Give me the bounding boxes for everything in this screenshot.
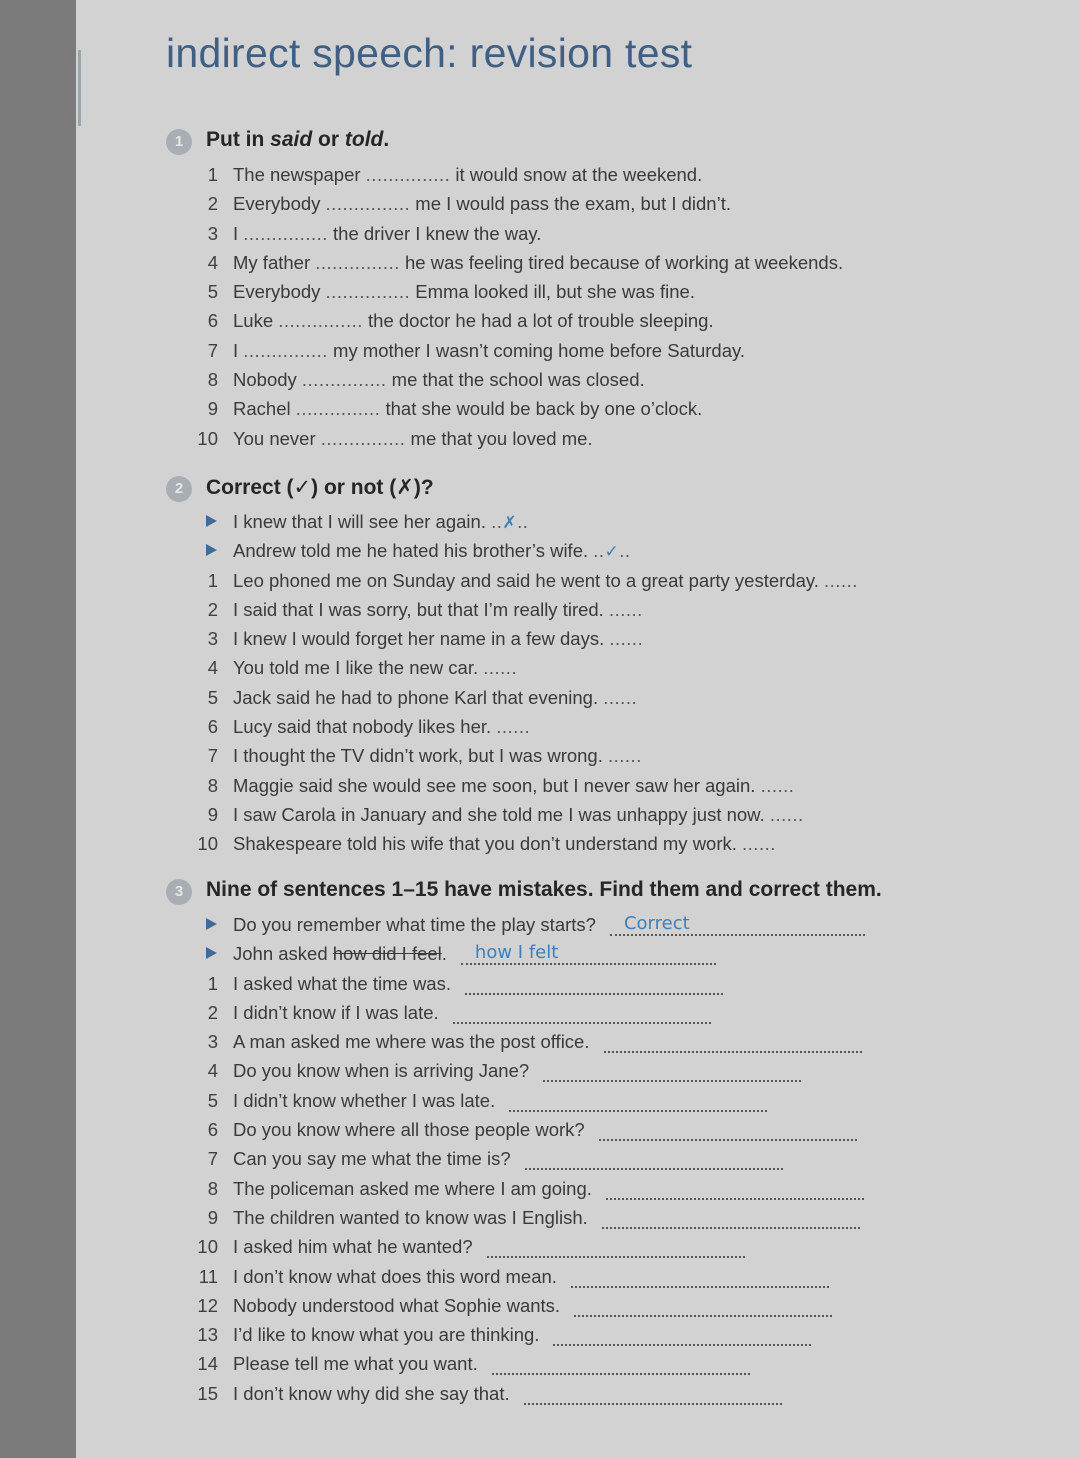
- item-sentence: Leo phoned me on Sunday and said he went to a great party yesterday.: [233, 569, 819, 591]
- exercise-item: [0, 219, 1080, 248]
- example-arrow-icon: [206, 947, 217, 959]
- exercise-item: [0, 365, 1080, 394]
- answer-line[interactable]: [453, 1004, 711, 1024]
- item-text-before: You never: [233, 427, 316, 449]
- item-number: 7: [207, 1148, 218, 1170]
- answer-blank[interactable]: ...............: [365, 164, 451, 185]
- item-number: 2: [207, 193, 218, 215]
- answer-line[interactable]: [465, 975, 723, 995]
- section-instruction: Put in said or told.: [206, 128, 390, 151]
- answer-line[interactable]: [525, 1150, 783, 1170]
- item-number: 5: [207, 1089, 218, 1111]
- answer-blank[interactable]: ...............: [278, 310, 363, 332]
- item-text: [233, 1324, 811, 1346]
- item-number: 5: [207, 281, 218, 303]
- item-text-after: me I would pass the exam, but I didn’t.: [415, 193, 731, 215]
- item-text: [233, 1383, 782, 1405]
- item-text: [233, 570, 858, 592]
- exercise-item: [0, 1349, 1080, 1378]
- exercise-item: [0, 1144, 1080, 1173]
- item-sentence: I don’t know what does this word mean.: [233, 1265, 557, 1287]
- item-sentence: Please tell me what you want.: [233, 1353, 478, 1375]
- section-instruction: Nine of sentences 1–15 have mistakes. Find them and correct them.: [206, 878, 882, 901]
- section-header: [0, 475, 1080, 507]
- exercise-item: [0, 277, 1080, 306]
- item-text: [233, 1002, 711, 1024]
- item-sentence: I said that I was sorry, but that I’m really tired.: [233, 598, 604, 620]
- exercise-item: [0, 189, 1080, 218]
- item-text: [233, 973, 723, 995]
- item-sentence: Maggie said she would see me soon, but I never saw her again.: [233, 774, 756, 796]
- item-text-after: me that the school was closed.: [391, 369, 645, 391]
- item-text: [233, 223, 541, 245]
- item-text-after: Emma looked ill, but she was fine.: [415, 281, 695, 303]
- item-sentence: The policeman asked me where I am going.: [233, 1177, 592, 1199]
- example-item: [0, 910, 1080, 939]
- exercise-item: [0, 969, 1080, 998]
- item-text: [233, 745, 642, 767]
- item-text: [233, 914, 865, 936]
- item-number: 14: [197, 1353, 218, 1375]
- item-text-before: Nobody: [233, 369, 297, 391]
- item-number: 3: [207, 222, 218, 244]
- item-number: 10: [197, 833, 218, 855]
- item-text-after: he was feeling tired because of working at weekends.: [405, 251, 844, 273]
- item-number: 13: [197, 1324, 218, 1346]
- item-sentence: The children wanted to know was I English.: [233, 1206, 588, 1228]
- item-text: [233, 599, 643, 621]
- exercise-list: [0, 160, 1080, 453]
- exercise-item: [0, 595, 1080, 624]
- page-title: indirect speech: revision test: [166, 30, 693, 76]
- section-number-badge: 2: [166, 476, 192, 502]
- exercise-item: [0, 624, 1080, 653]
- exercise-list: [0, 910, 1080, 1408]
- answer-blank: ..✗..: [491, 511, 529, 533]
- section-correct-or-not: [0, 475, 1080, 859]
- exercise-item: [0, 424, 1080, 453]
- exercise-item: [0, 1174, 1080, 1203]
- answer-line: [610, 913, 865, 936]
- item-sentence: Can you say me what the time is?: [233, 1148, 511, 1170]
- section-header: [0, 128, 1080, 160]
- section-number-badge: 3: [166, 879, 192, 905]
- item-text-before: Everybody: [233, 193, 321, 215]
- exercise-item: [0, 998, 1080, 1027]
- example-arrow-icon: [206, 918, 217, 930]
- item-text: [233, 687, 637, 709]
- answer-blank[interactable]: ...............: [325, 193, 411, 215]
- item-sentence: I asked what the time was.: [233, 972, 451, 994]
- example-item: [0, 507, 1080, 536]
- item-sentence: I’d like to know what you are thinking.: [233, 1324, 540, 1346]
- item-number: 6: [207, 716, 218, 738]
- item-text: [233, 943, 716, 965]
- exercise-item: [0, 248, 1080, 277]
- handwritten-answer: Correct: [623, 913, 690, 934]
- item-number: 3: [207, 1031, 218, 1053]
- answer-blank[interactable]: ......: [824, 569, 858, 591]
- exercise-item: [0, 1056, 1080, 1085]
- item-sentence: I thought the TV didn’t work, but I was wrong.: [233, 745, 603, 767]
- item-text: [233, 1060, 801, 1082]
- exercise-item: [0, 683, 1080, 712]
- answer-line[interactable]: [543, 1062, 801, 1082]
- item-sentence: I knew I would forget her name in a few days.: [233, 628, 605, 650]
- item-sentence: I didn’t know if I was late.: [233, 1001, 439, 1023]
- struck-text: how did I feel: [332, 943, 442, 965]
- item-text: [233, 716, 530, 738]
- item-number: 10: [197, 1236, 218, 1258]
- answer-blank[interactable]: ......: [483, 657, 518, 679]
- item-number: 1: [207, 569, 218, 591]
- answer-blank[interactable]: ......: [769, 803, 804, 825]
- item-text: [233, 540, 631, 562]
- example-arrow-icon: [206, 544, 217, 556]
- answer-blank[interactable]: ...............: [315, 251, 400, 273]
- item-number: 8: [207, 369, 218, 391]
- exercise-item: [0, 1203, 1080, 1232]
- item-text-after: the driver I knew the way.: [333, 222, 542, 244]
- item-text-after: it would snow at the weekend.: [455, 164, 703, 185]
- answer-line[interactable]: [574, 1297, 832, 1317]
- item-number: 6: [207, 1119, 218, 1141]
- item-sentence: I don’t know why did she say that.: [233, 1382, 510, 1404]
- item-number: 7: [207, 339, 218, 361]
- exercise-item: [0, 741, 1080, 770]
- item-number: 1: [207, 164, 218, 185]
- item-number: 9: [207, 803, 218, 825]
- item-text-before: I: [233, 339, 239, 361]
- item-sentence: Do you know where all those people work?: [233, 1119, 585, 1141]
- item-sentence: I didn’t know whether I was late.: [233, 1089, 496, 1111]
- item-text: [233, 340, 745, 362]
- exercise-item: [0, 1027, 1080, 1056]
- item-number: 9: [207, 1206, 218, 1228]
- answer-blank: ..✓..: [593, 540, 631, 563]
- item-text-before: My father: [233, 251, 311, 273]
- handwritten-answer: ✓: [604, 542, 620, 563]
- item-text: [233, 804, 804, 826]
- item-text: [233, 310, 714, 332]
- item-number: 15: [197, 1382, 218, 1404]
- item-sentence: I asked him what he wanted?: [233, 1236, 473, 1258]
- item-number: 8: [207, 774, 218, 796]
- item-text: [233, 398, 702, 420]
- answer-line[interactable]: [553, 1326, 811, 1346]
- item-number: 11: [198, 1265, 218, 1287]
- exercise-item: [0, 1232, 1080, 1261]
- exercise-item: [0, 336, 1080, 365]
- exercise-item: [0, 566, 1080, 595]
- item-sentence: A man asked me where was the post office.: [233, 1031, 590, 1053]
- exercise-item: [0, 160, 1080, 189]
- item-text-after: the doctor he had a lot of trouble sleeping.: [368, 310, 714, 332]
- item-text: [233, 1236, 745, 1258]
- exercise-item: [0, 1262, 1080, 1291]
- item-text-before: The newspaper: [233, 164, 361, 185]
- item-text-after: that she would be back by one o’clock.: [385, 398, 703, 420]
- item-text: [233, 1031, 862, 1053]
- example-arrow-icon: [206, 515, 217, 527]
- item-text: [233, 833, 776, 855]
- item-text-before: Everybody: [233, 281, 321, 303]
- section-find-mistakes: [0, 878, 1080, 1408]
- item-text: [233, 193, 731, 215]
- answer-line[interactable]: [604, 1033, 862, 1053]
- item-text: [233, 1207, 860, 1229]
- item-text: [233, 1266, 829, 1288]
- item-number: 3: [207, 628, 218, 650]
- exercise-item: [0, 800, 1080, 829]
- answer-line[interactable]: [509, 1092, 767, 1112]
- answer-blank[interactable]: ...............: [301, 369, 387, 391]
- exercise-item: [0, 1379, 1080, 1408]
- section-instruction: Correct (✓) or not (✗)?: [206, 476, 434, 499]
- item-sentence: I saw Carola in January and she told me I was unhappy just now.: [233, 803, 765, 825]
- item-number: 7: [207, 745, 218, 767]
- example-text: Do you remember what time the play starts?: [233, 914, 596, 935]
- item-sentence: You told me I like the new car.: [233, 657, 479, 679]
- item-number: 6: [207, 310, 218, 332]
- item-text: [233, 1119, 857, 1141]
- answer-line[interactable]: [487, 1238, 745, 1258]
- answer-line[interactable]: [606, 1180, 864, 1200]
- exercise-item: [0, 306, 1080, 335]
- exercise-item: [0, 829, 1080, 858]
- item-number: 8: [207, 1177, 218, 1199]
- item-number: 1: [207, 972, 218, 994]
- section-said-told: [0, 128, 1080, 453]
- answer-blank[interactable]: ......: [496, 716, 531, 738]
- exercise-item: [0, 712, 1080, 741]
- answer-blank[interactable]: ...............: [295, 398, 381, 420]
- item-text: [233, 1178, 864, 1200]
- example-item: [0, 536, 1080, 565]
- item-number: 12: [197, 1294, 218, 1316]
- exercise-item: [0, 1086, 1080, 1115]
- item-text: [233, 1148, 783, 1170]
- answer-line: [461, 942, 716, 965]
- answer-blank[interactable]: ......: [608, 745, 642, 767]
- item-text: [233, 657, 517, 679]
- answer-blank[interactable]: ......: [760, 774, 795, 796]
- item-text: [233, 628, 643, 650]
- item-text: [233, 1090, 767, 1112]
- exercise-item: [0, 653, 1080, 682]
- example-text-after: .: [441, 943, 447, 965]
- item-text: [233, 428, 593, 450]
- item-text-before: I: [233, 222, 239, 244]
- item-text-before: Rachel: [233, 398, 291, 420]
- handwritten-answer: ✗: [502, 513, 518, 533]
- item-number: 9: [207, 398, 218, 420]
- item-sentence: Jack said he had to phone Karl that evening.: [233, 686, 599, 708]
- answer-blank[interactable]: ......: [608, 598, 643, 620]
- answer-line[interactable]: [602, 1209, 860, 1229]
- answer-line[interactable]: [571, 1268, 829, 1288]
- item-text: [233, 164, 702, 186]
- item-number: 4: [207, 657, 218, 679]
- example-text: Andrew told me he hated his brother’s wife.: [233, 540, 589, 562]
- item-number: 5: [207, 686, 218, 708]
- answer-blank[interactable]: ...............: [320, 427, 406, 449]
- item-sentence: Do you know when is arriving Jane?: [233, 1060, 530, 1082]
- item-number: 2: [207, 1001, 218, 1023]
- item-text: [233, 511, 528, 533]
- item-text: [233, 281, 695, 303]
- answer-line[interactable]: [492, 1355, 750, 1375]
- section-number-badge: 1: [166, 129, 192, 155]
- example-item: [0, 939, 1080, 968]
- item-text-after: my mother I wasn’t coming home before Saturday.: [333, 339, 746, 361]
- item-text: [233, 369, 645, 391]
- exercise-item: [0, 394, 1080, 423]
- example-text: John asked: [233, 943, 328, 965]
- answer-blank[interactable]: ...............: [243, 222, 328, 244]
- answer-line[interactable]: [599, 1121, 857, 1141]
- item-number: 4: [207, 1060, 218, 1082]
- item-text: [233, 1295, 832, 1317]
- answer-blank[interactable]: ......: [609, 628, 644, 650]
- item-text: [233, 1353, 750, 1375]
- item-number: 2: [207, 598, 218, 620]
- answer-blank[interactable]: ...............: [243, 339, 328, 361]
- handwritten-answer: how I felt: [474, 942, 559, 964]
- item-sentence: Nobody understood what Sophie wants.: [233, 1294, 561, 1316]
- item-number: 10: [197, 427, 218, 449]
- exercise-item: [0, 1291, 1080, 1320]
- exercise-item: [0, 771, 1080, 800]
- item-text: [233, 252, 843, 274]
- item-text-before: Luke: [233, 310, 274, 332]
- example-text: I knew that I will see her again.: [233, 511, 486, 532]
- margin-rule: [78, 50, 81, 126]
- exercise-item: [0, 1320, 1080, 1349]
- exercise-list: [0, 507, 1080, 859]
- exercise-item: [0, 1115, 1080, 1144]
- item-text-after: me that you loved me.: [410, 427, 593, 449]
- answer-blank[interactable]: ...............: [325, 281, 411, 303]
- answer-blank[interactable]: ......: [742, 833, 776, 855]
- item-sentence: Shakespeare told his wife that you don’t understand my work.: [233, 833, 737, 855]
- answer-blank[interactable]: ......: [603, 686, 638, 708]
- answer-line[interactable]: [524, 1385, 782, 1405]
- item-number: 4: [207, 251, 218, 273]
- section-header: [0, 878, 1080, 910]
- item-text: [233, 775, 794, 797]
- item-sentence: Lucy said that nobody likes her.: [233, 716, 492, 738]
